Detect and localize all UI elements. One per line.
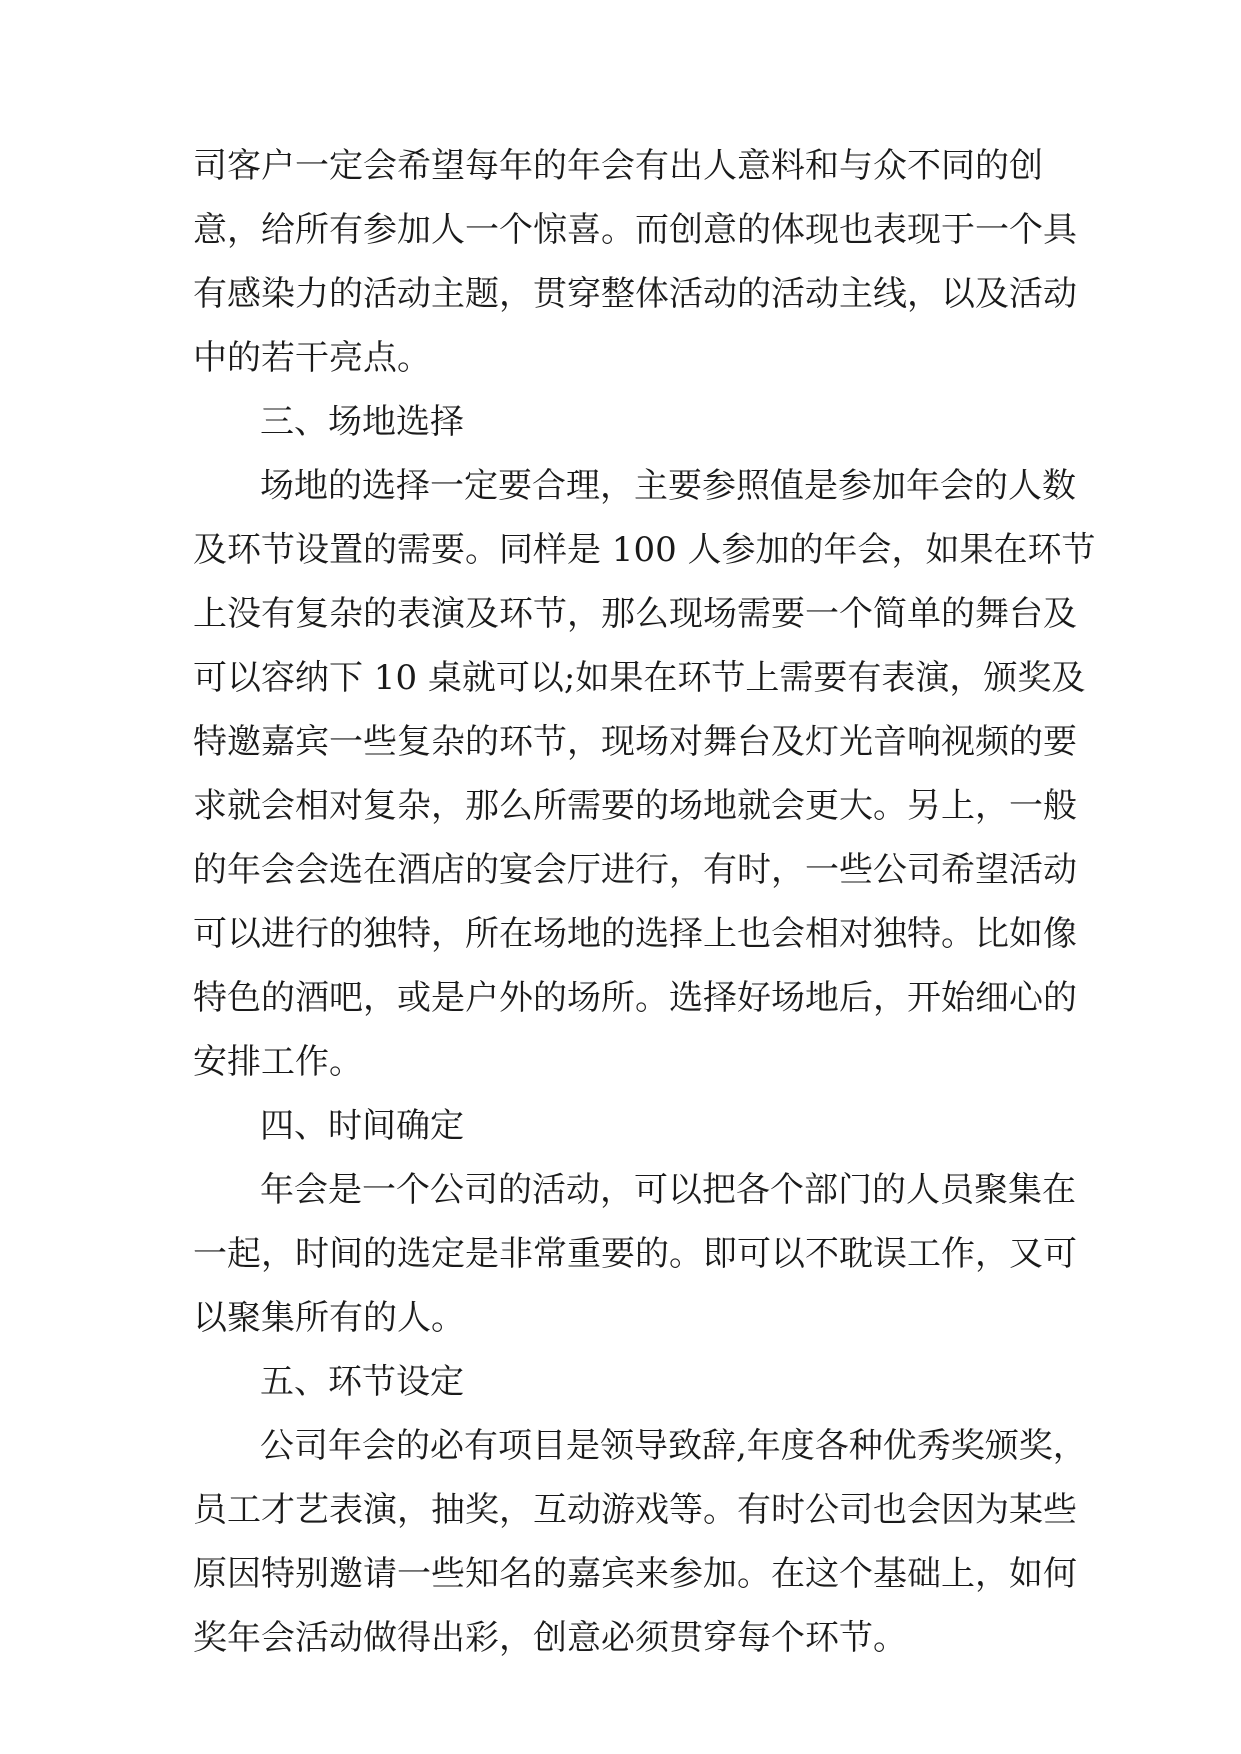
text-line: 以聚集所有的人。 [193,1298,465,1338]
text-line: 年会是一个公司的活动，可以把各个部门的人员聚集在 [260,1170,1076,1210]
text-line: 安排工作。 [193,1042,363,1082]
text-line: 原因特别邀请一些知名的嘉宾来参加。在这个基础上，如何 [193,1554,1077,1594]
text-line: 求就会相对复杂，那么所需要的场地就会更大。另上，一般 [193,786,1077,826]
text-line: 上没有复杂的表演及环节，那么现场需要一个简单的舞台及 [193,594,1077,634]
text-line: 及环节设置的需要。同样是 100 人参加的年会，如果在环节 [193,530,1096,570]
text-line: 公司年会的必有项目是领导致辞,年度各种优秀奖颁奖， [260,1426,1087,1466]
text-line: 的年会会选在酒店的宴会厅进行，有时，一些公司希望活动 [193,850,1077,890]
text-line: 特色的酒吧，或是户外的场所。选择好场地后，开始细心的 [193,978,1077,1018]
text-line: 意，给所有参加人一个惊喜。而创意的体现也表现于一个具 [193,210,1077,250]
text-line: 可以进行的独特，所在场地的选择上也会相对独特。比如像 [193,914,1077,954]
text-line: 场地的选择一定要合理，主要参照值是参加年会的人数 [260,466,1076,506]
text-line: 员工才艺表演，抽奖，互动游戏等。有时公司也会因为某些 [193,1490,1077,1530]
text-line: 一起，时间的选定是非常重要的。即可以不耽误工作，又可 [193,1234,1077,1274]
text-line: 中的若干亮点。 [193,338,431,378]
section-heading: 四、时间确定 [260,1106,464,1146]
text-line: 司客户一定会希望每年的年会有出人意料和与众不同的创 [193,146,1043,186]
section-heading: 五、环节设定 [260,1362,464,1402]
text-line: 特邀嘉宾一些复杂的环节，现场对舞台及灯光音响视频的要 [193,722,1077,762]
text-line: 可以容纳下 10 桌就可以;如果在环节上需要有表演，颁奖及 [193,658,1086,698]
text-line: 奖年会活动做得出彩，创意必须贯穿每个环节。 [193,1618,907,1658]
section-heading: 三、场地选择 [260,402,464,442]
text-line: 有感染力的活动主题，贯穿整体活动的活动主线，以及活动 [193,274,1077,314]
